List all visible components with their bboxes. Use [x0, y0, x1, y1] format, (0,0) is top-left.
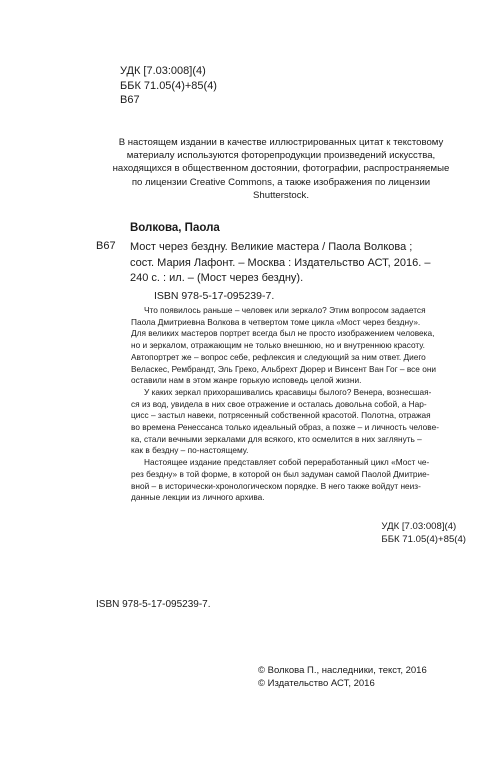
- abstract-line: Автопортрет же – вопрос себе, рефлексия и следующий за ним ответ. Диего: [131, 351, 426, 362]
- copyright-line: © Волкова П., наследники, текст, 2016: [258, 665, 427, 676]
- author-mark: В67: [120, 94, 140, 106]
- author-code: В67: [96, 240, 116, 252]
- classification-codes-mid: [381, 520, 466, 546]
- udk-code: УДК [7.03:008](4): [120, 65, 206, 77]
- udk-code: УДК [7.03:008](4): [381, 521, 457, 532]
- copyright-line: © Издательство АСТ, 2016: [258, 678, 375, 689]
- abstract-line: Для великих мастеров портрет всегда был не просто изображением человека,: [131, 328, 435, 339]
- abstract-line: Паола Дмитриевна Волкова в четвертом томе цикла «Мост через бездну».: [131, 316, 421, 327]
- notice-line: В настоящем издании в качестве иллюстрированных цитат к текстовому: [118, 137, 444, 148]
- abstract-line: ся из вод, увидела в них свое отражение и осталась довольна собой, а Нар-: [131, 398, 427, 409]
- abstract-line: Веласкес, Рембрандт, Эль Греко, Альбрехт Дюрер и Винсент Ван Гог – все они: [131, 363, 437, 374]
- isbn-main: ISBN 978-5-17-095239-7.: [154, 290, 275, 302]
- book-abstract: [131, 305, 471, 504]
- abstract-line: У каких зеркал прихорашивались красавицы былого? Венера, вознесшая-: [144, 386, 432, 397]
- copyright-notice: [258, 664, 427, 690]
- abstract-line: оставили нам в этом жанре горькую исповедь целой жизни.: [131, 375, 362, 386]
- image-license-notice: [95, 136, 467, 202]
- biblio-line: 240 с. : ил. – (Мост через бездну).: [130, 272, 304, 284]
- biblio-line: Мост через бездну. Великие мастера / Паола Волкова ;: [130, 241, 413, 253]
- notice-line: по лицензии Creative Commons, а также изображения по лицензии: [131, 176, 431, 188]
- abstract-line: цисс – застыл навеки, потрясенный собственной красотой. Полотна, отражая: [131, 410, 431, 421]
- abstract-line: данные лекции из личного архива.: [131, 492, 265, 503]
- bbk-code: ББК 71.05(4)+85(4): [381, 534, 466, 545]
- notice-line: материалу используются фоторепродукции произведений искусства,: [126, 150, 436, 162]
- biblio-line: сост. Мария Лафонт. – Москва : Издательство АСТ, 2016. –: [130, 256, 431, 269]
- bbk-code: ББК 71.05(4)+85(4): [120, 79, 217, 92]
- abstract-line: но и зеркалом, отражающим не только внешнюю, но и внутреннюю красоту.: [131, 340, 425, 351]
- notice-line: находящихся в общественном достоянии, фотографии, распространяемые: [112, 163, 450, 175]
- abstract-line: Настоящее издание представляет собой переработанный цикл «Мост че-: [144, 457, 430, 468]
- bibliographic-description: [130, 240, 470, 287]
- author-name: Волкова, Паола: [130, 222, 220, 234]
- abstract-line: во времена Ренессанса только идеальный образ, а позже – и личность челове-: [131, 422, 439, 433]
- notice-line: Shutterstock.: [253, 189, 309, 201]
- isbn-bottom: ISBN 978-5-17-095239-7.: [96, 599, 211, 610]
- classification-codes-top: [120, 64, 217, 108]
- abstract-line: рез бездну» в той форме, в которой он был задуман самой Паолой Дмитрие-: [131, 468, 430, 479]
- abstract-line: вной – в исторически-хронологическом порядке. В него также войдут неиз-: [131, 480, 421, 491]
- abstract-line: ка, стали вечными зеркалами для всякого, кто осмелится в них заглянуть –: [131, 433, 422, 444]
- abstract-line: как в бездну – по-настоящему.: [131, 445, 249, 456]
- abstract-line: Что появилось раньше – человек или зеркало? Этим вопросом задается: [144, 305, 426, 315]
